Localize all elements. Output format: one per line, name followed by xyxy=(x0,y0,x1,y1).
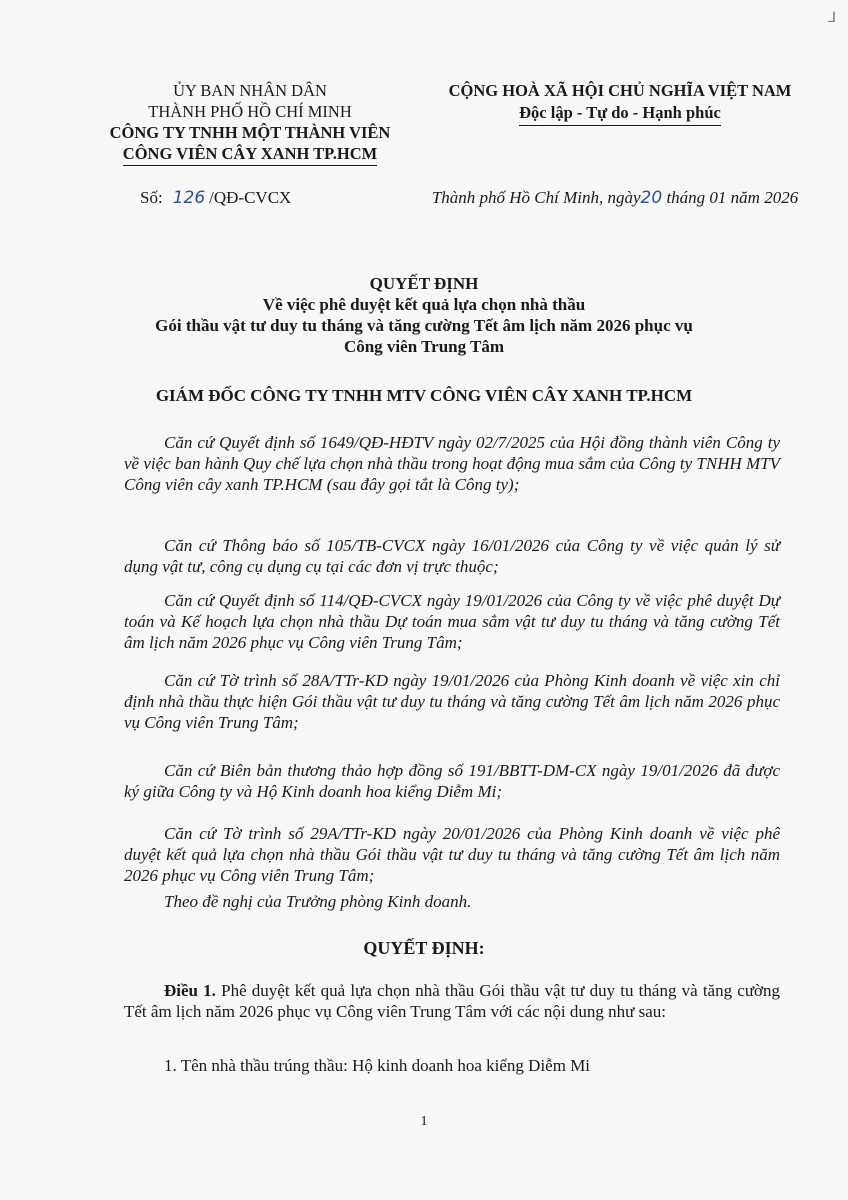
issue-date xyxy=(410,188,820,208)
document-number xyxy=(140,188,291,208)
article-1-text: Phê duyệt kết quả lựa chọn nhà thầu Gói thầu vật tư duy tu tháng và tăng cường Tết âm lịch năm 2026 phục vụ Công viên Trung Tâm với các nội dung như sau: xyxy=(124,981,781,1021)
scan-corner-mark: ⅃ xyxy=(828,10,836,26)
issuer-line-1: ỦY BAN NHÂN DÂN xyxy=(173,81,327,100)
director-heading: GIÁM ĐỐC CÔNG TY TNHH MTV CÔNG VIÊN CÂY XANH TP.HCM xyxy=(155,386,693,405)
issuer-line-3: CÔNG TY TNHH MỘT THÀNH VIÊN xyxy=(109,123,391,142)
title-line-1: QUYẾT ĐỊNH xyxy=(369,274,479,293)
document-number-label: Số: xyxy=(140,188,163,207)
national-title: CỘNG HOÀ XÃ HỘI CHỦ NGHĨA VIỆT NAM xyxy=(448,81,792,100)
date-day-handwritten: 20 xyxy=(640,188,663,208)
title-line-3: Gói thầu vật tư duy tu tháng và tăng cường Tết âm lịch năm 2026 phục vụ xyxy=(155,316,693,335)
title-line-4: Công viên Trung Tâm xyxy=(343,337,505,356)
basis-paragraph-5: Căn cứ Biên bản thương thảo hợp đồng số 191/BBTT-DM-CX ngày 19/01/2026 đã được ký giữa Công ty và Hộ Kinh doanh hoa kiểng Diễm Mi; xyxy=(124,761,780,801)
basis-paragraph-6: Căn cứ Tờ trình số 29A/TTr-KD ngày 20/01/2026 của Phòng Kinh doanh về việc phê duyệt kết quả lựa chọn nhà thầu Gói thầu vật tư duy tu tháng và tăng cường Tết âm lịch năm 2026 phục vụ Công viên Trung Tâm; xyxy=(124,824,780,885)
issuer-line-2: THÀNH PHỐ HỒ CHÍ MINH xyxy=(148,102,352,121)
basis-paragraph-2: Căn cứ Thông báo số 105/TB-CVCX ngày 16/01/2026 của Công ty về việc quản lý sử dụng vật tư, công cụ dụng cụ tại các đơn vị trực thuộc; xyxy=(124,536,780,576)
article-1-item-1: 1. Tên nhà thầu trúng thầu: Hộ kinh doanh hoa kiểng Diễm Mi xyxy=(164,1056,591,1075)
document-number-handwritten: 126 xyxy=(172,188,206,208)
page-number: 1 xyxy=(420,1114,428,1129)
basis-paragraph-1: Căn cứ Quyết định số 1649/QĐ-HĐTV ngày 02/7/2025 của Hội đồng thành viên Công ty về việc ban hành Quy chế lựa chọn nhà thầu trong hoạt động mua sắm của Công ty TNHH MTV Công viên cây xanh TP.HCM (sau đây gọi tắt là Công ty); xyxy=(124,433,780,494)
national-motto: Độc lập - Tự do - Hạnh phúc xyxy=(519,102,721,126)
article-1-label: Điều 1. xyxy=(164,981,216,1000)
national-header xyxy=(410,80,830,126)
decision-heading: QUYẾT ĐỊNH: xyxy=(363,938,485,958)
decision-title xyxy=(100,273,748,357)
date-suffix: tháng 01 năm 2026 xyxy=(666,188,799,207)
title-line-2: Về việc phê duyệt kết quả lựa chọn nhà thầu xyxy=(262,295,586,314)
basis-paragraph-3: Căn cứ Quyết định số 114/QĐ-CVCX ngày 19/01/2026 của Công ty về việc phê duyệt Dự toán và Kế hoạch lựa chọn nhà thầu Dự toán mua sắm vật tư duy tu tháng và tăng cường Tết âm lịch năm 2026 phục vụ Công viên Trung Tâm; xyxy=(124,591,780,652)
issuer-header xyxy=(60,80,440,166)
basis-paragraph-7: Theo đề nghị của Trưởng phòng Kinh doanh. xyxy=(164,892,472,911)
date-prefix: Thành phố Hồ Chí Minh, ngày xyxy=(431,188,641,207)
basis-paragraph-4: Căn cứ Tờ trình số 28A/TTr-KD ngày 19/01/2026 của Phòng Kinh doanh về việc xin chỉ định nhà thầu thực hiện Gói thầu vật tư duy tu tháng và tăng cường Tết âm lịch năm 2026 phục vụ Công viên Trung Tâm; xyxy=(124,671,780,732)
article-1 xyxy=(124,980,780,1022)
document-number-code: /QĐ-CVCX xyxy=(209,188,292,207)
issuer-line-4: CÔNG VIÊN CÂY XANH TP.HCM xyxy=(123,143,377,166)
